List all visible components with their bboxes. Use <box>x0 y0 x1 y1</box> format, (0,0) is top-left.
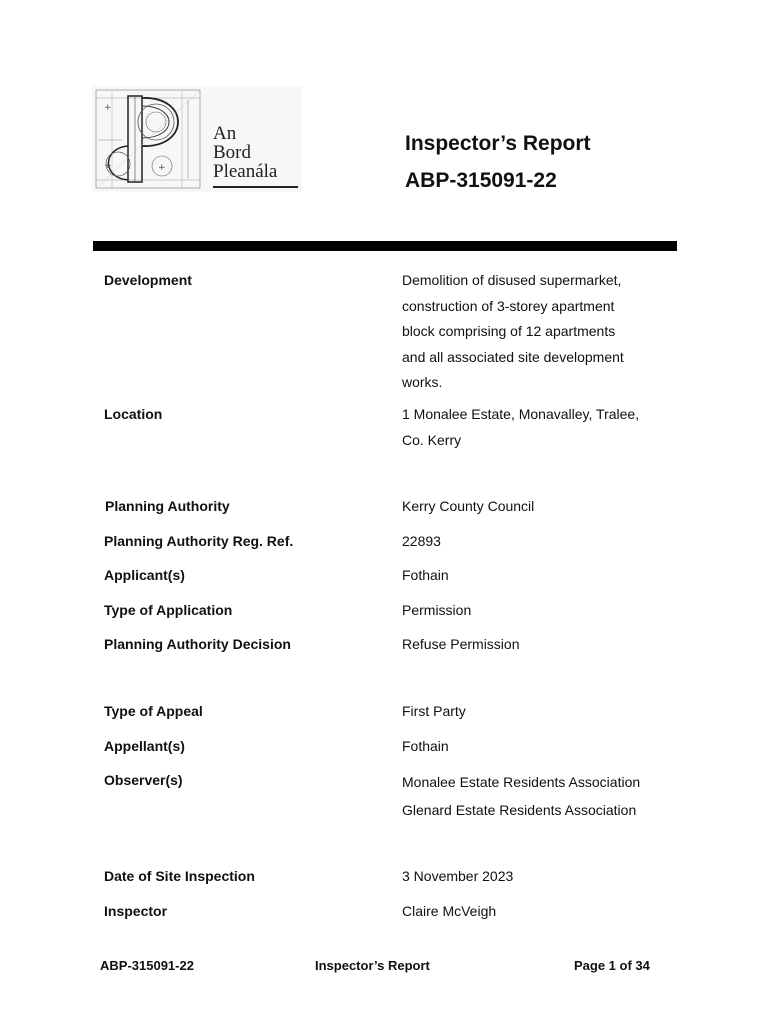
row-label: Observer(s) <box>104 772 183 788</box>
row-value <box>402 734 682 760</box>
row-label: Planning Authority Reg. Ref. <box>104 533 294 549</box>
row-value <box>402 699 682 725</box>
row-value <box>402 529 682 555</box>
report-reference: ABP-315091-22 <box>405 169 557 192</box>
svg-text:+: + <box>104 161 112 171</box>
row-value <box>402 768 682 824</box>
row-label: Planning Authority <box>105 498 230 514</box>
footer-title: Inspector’s Report <box>315 958 430 973</box>
value-line: First Party <box>402 703 466 719</box>
row-label: Development <box>104 272 192 288</box>
footer-reference: ABP-315091-22 <box>100 958 194 973</box>
value-line: Monalee Estate Residents Association <box>402 774 641 790</box>
row-label: Type of Application <box>104 602 233 618</box>
row-value <box>402 402 682 453</box>
row-label: Date of Site Inspection <box>104 868 255 884</box>
svg-text:+: + <box>104 103 112 113</box>
row-value <box>402 864 682 890</box>
row-label: Planning Authority Decision <box>104 636 291 652</box>
value-line: Permission <box>402 602 472 618</box>
value-line: Co. Kerry <box>402 431 462 448</box>
footer-page-number: Page 1 of 34 <box>574 958 650 973</box>
value-line: Fothain <box>402 738 449 754</box>
value-line: works. <box>402 374 443 390</box>
row-value <box>402 598 682 624</box>
logo-line-1: An <box>213 123 237 144</box>
value-line: Claire McVeigh <box>402 903 497 919</box>
row-label: Type of Appeal <box>104 703 203 719</box>
logo-underline <box>213 186 298 188</box>
row-value <box>402 563 682 589</box>
row-value <box>402 268 682 396</box>
row-value <box>402 632 682 658</box>
logo-line-2: Bord <box>213 142 251 163</box>
value-line: and all associated site development <box>402 348 624 365</box>
row-value <box>402 494 682 520</box>
logo-wordmark <box>213 124 277 181</box>
row-label: Appellant(s) <box>104 738 185 754</box>
svg-text:+: + <box>158 163 166 173</box>
report-title: Inspector’s Report <box>405 132 591 155</box>
value-line: Fothain <box>402 567 449 583</box>
row-label: Applicant(s) <box>104 567 185 583</box>
logo-line-3: Pleanála <box>213 161 278 182</box>
row-value <box>402 899 682 925</box>
value-line: Kerry County Council <box>402 498 535 514</box>
value-line: 22893 <box>402 533 441 549</box>
value-line: Glenard Estate Residents Association <box>402 802 637 818</box>
row-label: Location <box>104 406 163 422</box>
value-line: 3 November 2023 <box>402 868 514 884</box>
value-line: construction of 3-storey apartment <box>402 297 615 314</box>
value-line: block comprising of 12 apartments <box>402 323 616 339</box>
row-label: Inspector <box>104 903 168 919</box>
value-line: 1 Monalee Estate, Monavalley, Tralee, <box>402 406 640 422</box>
value-line: Refuse Permission <box>402 636 520 652</box>
value-line: Demolition of disused supermarket, <box>402 272 622 288</box>
header-divider <box>93 241 677 251</box>
